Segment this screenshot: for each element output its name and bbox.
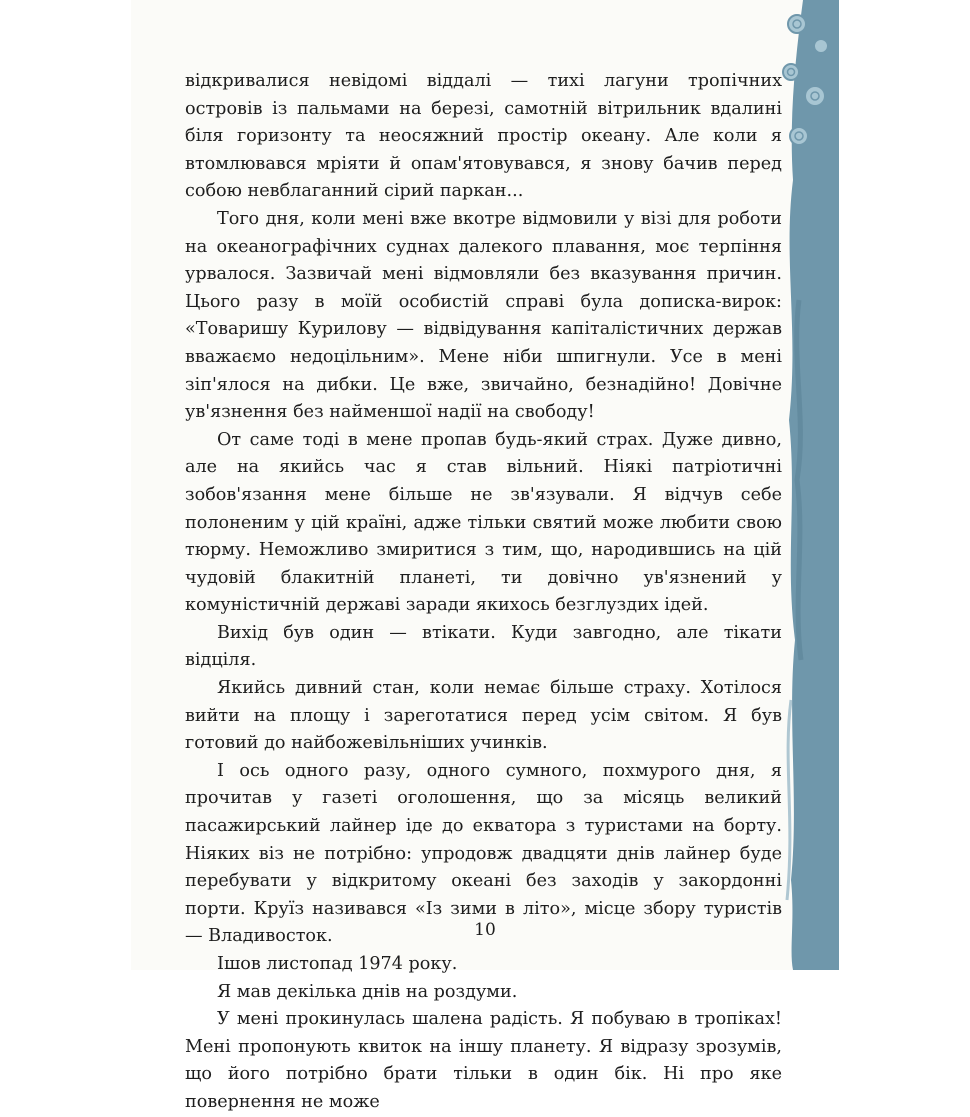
page-number: 10	[474, 920, 496, 940]
paragraph: Я мав декілька днів на роздуми.	[217, 981, 518, 1002]
body-text	[185, 68, 782, 1117]
paragraph: От саме тоді в мене пропав будь-який страх. Дуже дивно, але на якийсь час я став вільний. Ніякі патріотичні зобов'язання мене більше не зв'язували. Я відчув себе полоненим у цій країні, адже тільки святий може любити свою тюрму. Неможливо змиритися з тим, що, народившись на цій чудовій блакитній планеті, ти довічно ув'язнений у комуністичній державі заради якихось безглуздих ідей.	[185, 429, 782, 616]
paragraph: Того дня, коли мені вже вкотре відмовили у візі для роботи на океанографічних суднах далекого плавання, моє терпіння урвалося. Зазвичай мені відмовляли без вказування причин. Цього разу в моїй особистій справі була дописка-вирок: «Товаришу Курилову — відвідування капіталістичних держав вважаємо недоцільним». Мене ніби шпигнули. Усе в мені зіп'ялося на дибки. Це вже, звичайно, безнадійно! Довічне ув'язнення без найменшої надії на свободу!	[185, 208, 782, 423]
paragraph: У мені прокинулась шалена радість. Я побуваю в тропіках! Мені пропонують квиток на іншу планету. Я відразу зрозумів, що його потрібно брати тільки в один бік. Ні про яке повернення не може	[185, 1009, 782, 1112]
paragraph: Якийсь дивний стан, коли немає більше страху. Хотілося вийти на площу і зареготатися перед усім світом. Я був готовий до найбожевільніших учинків.	[185, 678, 782, 754]
paragraph: Вихід був один — втікати. Куди завгодно, але тікати відціля.	[185, 622, 782, 671]
paragraph: І ось одного разу, одного сумного, похмурого дня, я прочитав у газеті оголошення, що за місяць великий пасажирський лайнер іде до екватора з туристами на борту. Ніяких віз не потрібно: упродовж двадцяти днів лайнер буде перебувати у відкритому океані без заходів у закордонні порти. Круїз називався «Із зими в літо», місце збору туристів — Владивосток.	[185, 760, 782, 947]
paragraph: відкривалися невідомі віддалі — тихі лагуни тропічних островів із пальмами на березі, самотній вітрильник вдалині біля горизонту та неосяжний простір океану. Але коли я втомлювався мріяти й опам'ятовувався, я знову бачив перед собою невблаганний сірий паркан...	[185, 71, 782, 202]
book-page	[131, 0, 839, 1112]
blue-brush-stroke-decoration	[777, 0, 839, 970]
paragraph: Ішов листопад 1974 року.	[217, 954, 458, 974]
